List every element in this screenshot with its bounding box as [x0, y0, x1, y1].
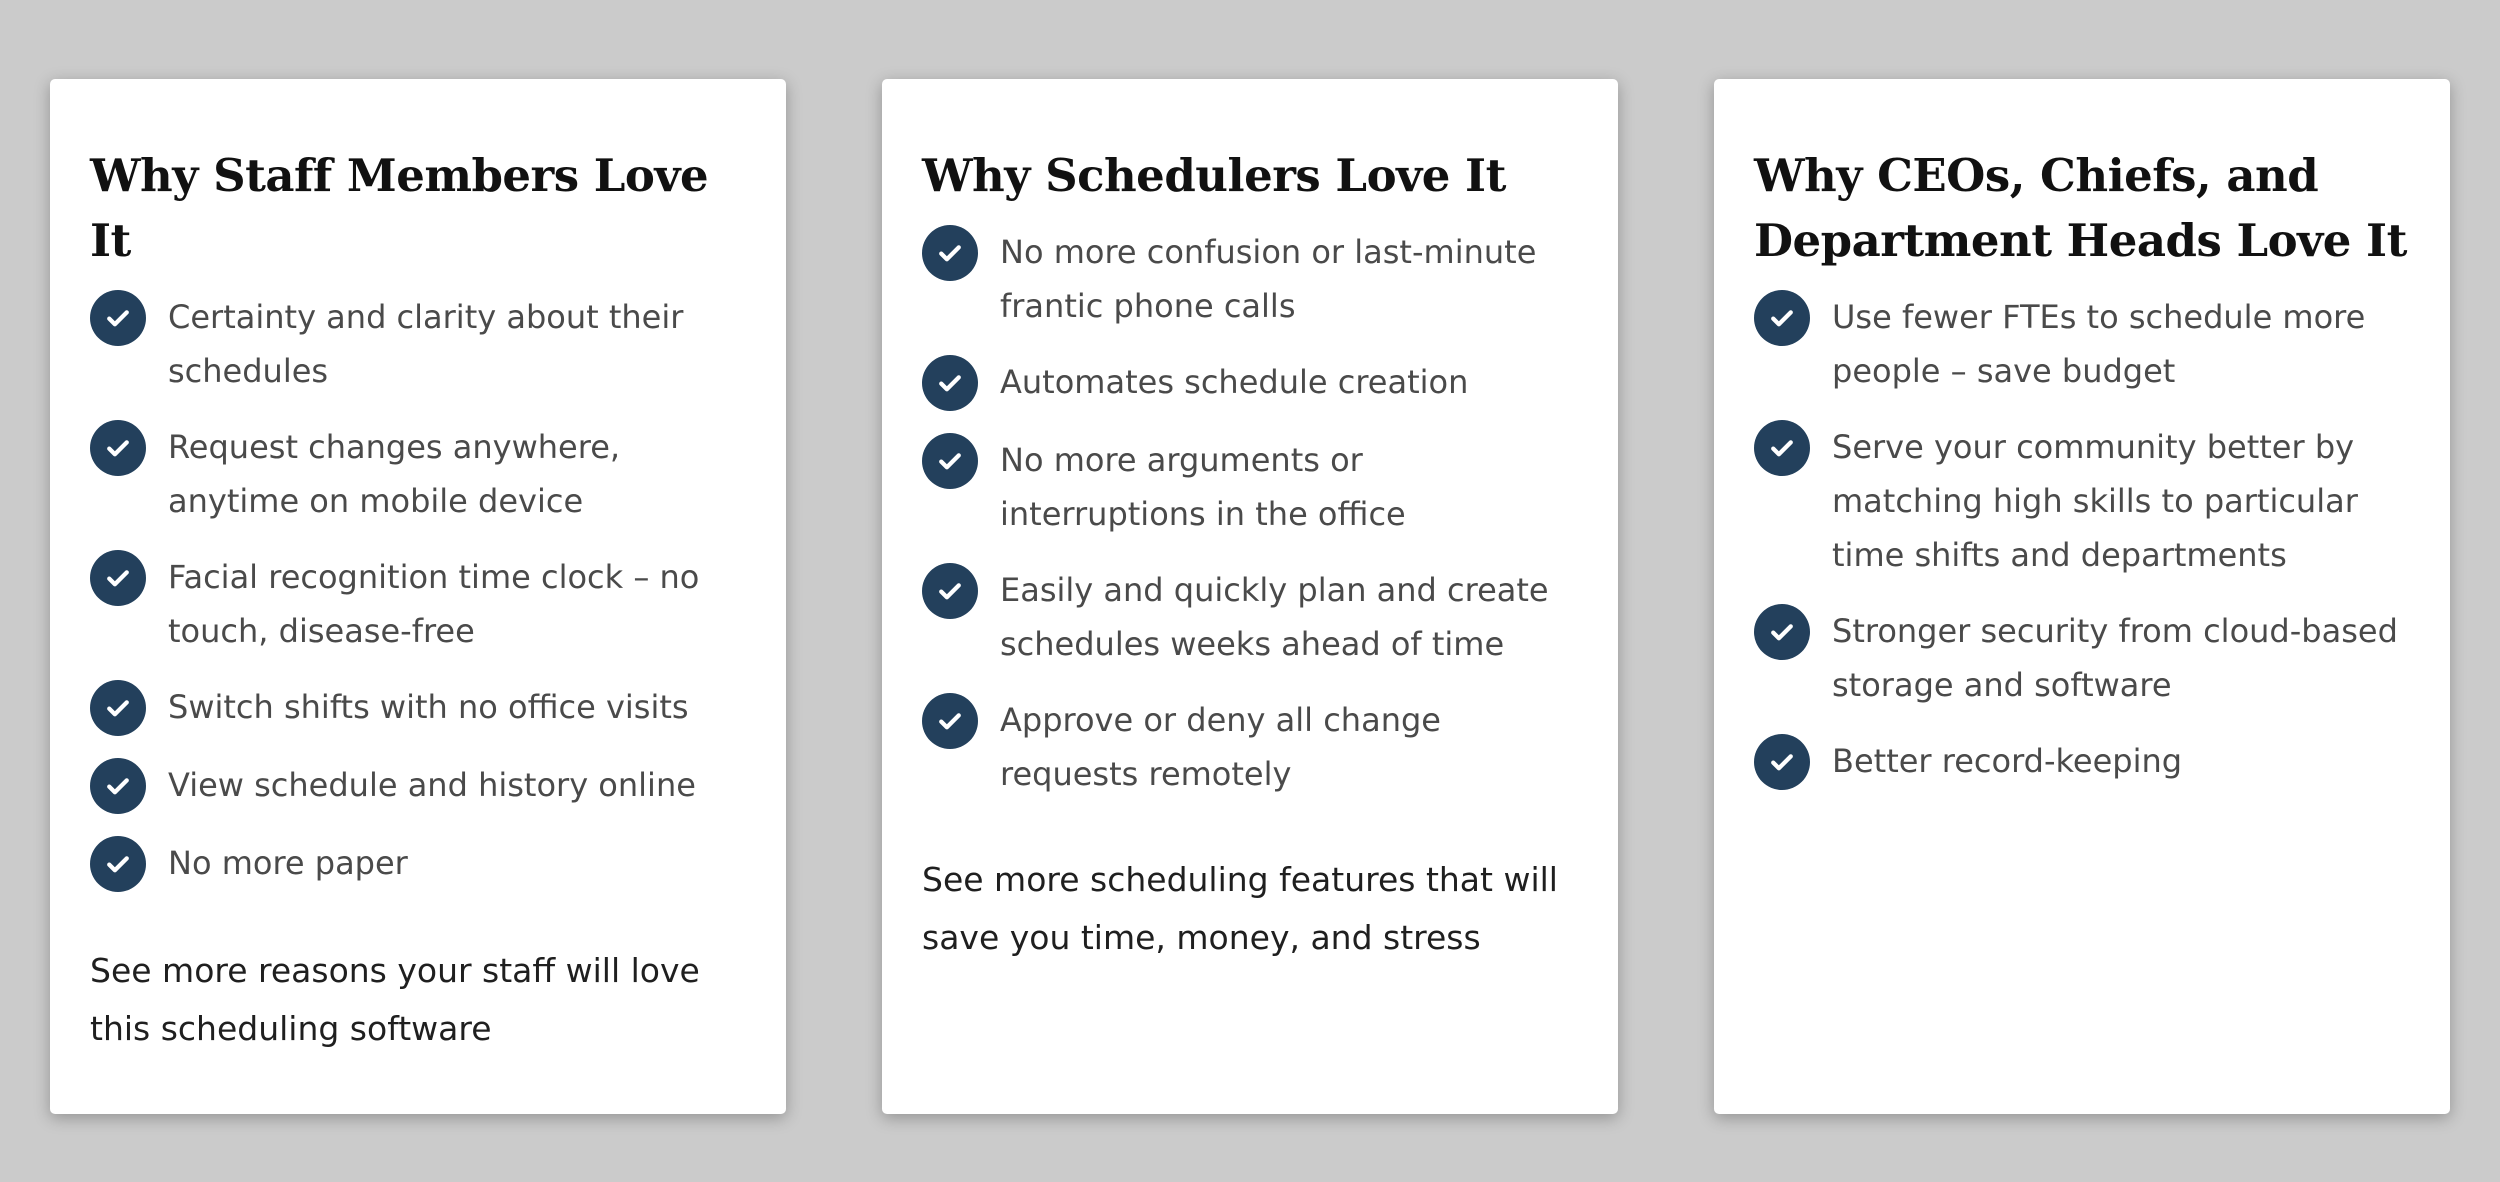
see-more-scheduling-link[interactable]: See more scheduling features that will save you time, money, and stress: [922, 860, 1558, 957]
check-circle-icon: [90, 550, 146, 606]
card-title: Why CEOs, Chiefs, and Department Heads Love It: [1754, 149, 2407, 267]
card-schedulers: [882, 79, 1618, 1114]
list-item: [1754, 291, 2410, 398]
list-item: [90, 837, 746, 892]
check-circle-icon: [90, 758, 146, 814]
list-item: [922, 434, 1578, 541]
check-circle-icon: [90, 680, 146, 736]
card-ceos: [1714, 79, 2450, 1114]
list-item: [922, 226, 1578, 333]
feature-text: Easily and quickly plan and create schedules weeks ahead of time: [1000, 571, 1549, 663]
list-item: [922, 356, 1578, 411]
check-circle-icon: [90, 420, 146, 476]
check-circle-icon: [922, 433, 978, 489]
feature-text: No more arguments or interruptions in the office: [1000, 441, 1406, 533]
feature-text: Facial recognition time clock – no touch, disease-free: [168, 558, 700, 650]
list-item: [1754, 421, 2410, 582]
check-circle-icon: [90, 290, 146, 346]
check-circle-icon: [922, 563, 978, 619]
list-item: [90, 681, 746, 736]
check-circle-icon: [1754, 604, 1810, 660]
feature-list: [922, 226, 1578, 801]
feature-text: Automates schedule creation: [1000, 363, 1469, 401]
check-circle-icon: [1754, 734, 1810, 790]
feature-text: Switch shifts with no office visits: [168, 688, 689, 726]
feature-text: No more confusion or last-minute frantic phone calls: [1000, 233, 1537, 325]
list-item: [90, 291, 746, 398]
check-circle-icon: [922, 355, 978, 411]
list-item: [90, 551, 746, 658]
list-item: [90, 421, 746, 528]
feature-list: [1754, 291, 2410, 790]
feature-text: Approve or deny all change requests remotely: [1000, 701, 1441, 793]
check-circle-icon: [922, 693, 978, 749]
list-item: [922, 694, 1578, 801]
feature-text: No more paper: [168, 844, 408, 882]
list-item: [1754, 735, 2410, 790]
feature-text: Serve your community better by matching high skills to particular time shifts and departments: [1832, 428, 2358, 574]
see-more-staff-link[interactable]: See more reasons your staff will love this scheduling software: [90, 951, 700, 1048]
feature-list: [90, 291, 746, 892]
list-item: [1754, 605, 2410, 712]
feature-text: Better record-keeping: [1832, 742, 2183, 780]
check-circle-icon: [1754, 290, 1810, 346]
check-circle-icon: [922, 225, 978, 281]
feature-text: Certainty and clarity about their schedules: [168, 298, 684, 390]
check-circle-icon: [1754, 420, 1810, 476]
card-staff-members: [50, 79, 786, 1114]
feature-text: Use fewer FTEs to schedule more people – save budget: [1832, 298, 2366, 390]
feature-text: Request changes anywhere, anytime on mobile device: [168, 428, 621, 520]
list-item: [90, 759, 746, 814]
card-title: Why Staff Members Love It: [90, 149, 709, 267]
list-item: [922, 564, 1578, 671]
feature-text: View schedule and history online: [168, 766, 696, 804]
card-title: Why Schedulers Love It: [922, 149, 1506, 202]
check-circle-icon: [90, 836, 146, 892]
feature-text: Stronger security from cloud-based storage and software: [1832, 612, 2398, 704]
